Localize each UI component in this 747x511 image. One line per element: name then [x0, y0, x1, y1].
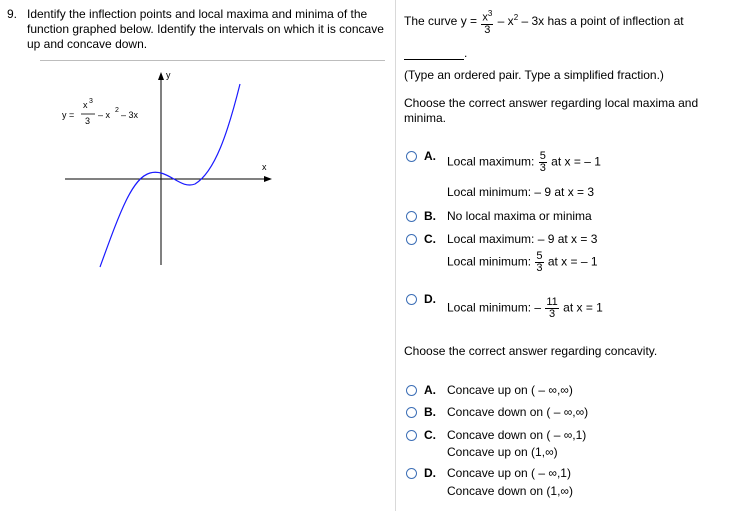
inflection-answer-input[interactable] — [404, 47, 464, 60]
concavity-option-b-radio[interactable] — [406, 407, 417, 418]
curve-statement-suffix: – 3x has a point of inflection at — [521, 14, 684, 28]
maxmin-option-c-radio[interactable] — [406, 234, 417, 245]
maxmin-option-b-radio[interactable] — [406, 211, 417, 222]
maxmin-option-a-line2: Local minimum: – 9 at x = 3 — [447, 185, 595, 199]
inflection-answer-period: . — [464, 46, 468, 60]
concavity-option-d-letter: D. — [424, 466, 436, 480]
concavity-option-a-letter: A. — [424, 383, 436, 397]
maxmin-option-a-line1-pre: Local maximum: — [447, 154, 535, 169]
curve-fraction-den: 3 — [484, 23, 491, 36]
maxmin-prompt: Choose the correct answer regarding local maxima and minima. — [404, 96, 699, 125]
concavity-option-b-letter: B. — [424, 405, 436, 419]
maxmin-option-c-line1: Local maximum: – 9 at x = 3 — [447, 232, 598, 246]
curve-statement-exp2: 2 — [513, 13, 519, 22]
concavity-option-a-line1: Concave up on ( – ∞,∞) — [447, 383, 573, 397]
concavity-prompt: Choose the correct answer regarding concavity. — [404, 344, 658, 358]
maxmin-option-d-letter: D. — [424, 292, 436, 306]
concavity-option-d-line1: Concave up on ( – ∞,1) — [447, 466, 571, 480]
x-axis-arrow — [264, 176, 272, 182]
maxmin-option-a-line1 — [447, 151, 601, 174]
maxmin-option-a-den: 3 — [539, 162, 546, 174]
maxmin-option-a-num: 5 — [539, 150, 546, 162]
maxmin-option-b-line1: No local maxima or minima — [447, 209, 592, 223]
maxmin-option-d-radio[interactable] — [406, 294, 417, 305]
function-label-den: 3 — [85, 116, 91, 126]
answer-hint: (Type an ordered pair. Type a simplified fraction.) — [404, 68, 664, 82]
maxmin-option-d-den: 3 — [549, 308, 556, 320]
maxmin-option-d-num: 11 — [546, 296, 558, 308]
answer-pane — [395, 0, 747, 511]
maxmin-option-d-line1-post: at x = 1 — [563, 300, 603, 315]
maxmin-option-c-den: 3 — [536, 262, 543, 274]
y-axis-arrow — [158, 72, 164, 80]
question-number: 9. — [7, 7, 18, 21]
maxmin-option-c-line2 — [447, 251, 598, 274]
concavity-option-c-radio[interactable] — [406, 430, 417, 441]
function-graph — [0, 62, 395, 282]
divider — [40, 60, 385, 61]
curve-fraction — [481, 8, 493, 36]
maxmin-option-a-line1-post: at x = – 1 — [551, 154, 601, 169]
question-text: Identify the inflection points and local maxima and minima of the function graphed below. Identify the intervals on which it is concave up and concave down. — [27, 7, 384, 51]
concavity-option-c-line1: Concave down on ( – ∞,1) — [447, 428, 587, 442]
concavity-option-c-line2: Concave up on (1,∞) — [447, 445, 558, 459]
y-axis-label: y — [166, 70, 171, 80]
maxmin-option-c-num: 5 — [536, 250, 543, 262]
x-axis-label: x — [262, 162, 267, 172]
maxmin-option-b-letter: B. — [424, 209, 436, 223]
concavity-option-c-letter: C. — [424, 428, 436, 442]
curve-fraction-exp3: 3 — [487, 9, 493, 18]
maxmin-option-c-letter: C. — [424, 232, 436, 246]
maxmin-option-c-line2-post: at x = – 1 — [547, 254, 598, 269]
inflection-answer-row — [404, 46, 467, 60]
maxmin-option-a-radio[interactable] — [406, 151, 417, 162]
concavity-option-b-line1: Concave down on ( – ∞,∞) — [447, 405, 589, 419]
curve-statement-mid: – x — [497, 14, 514, 28]
curve-fraction-x: x — [482, 11, 488, 24]
maxmin-option-d-line1-pre: Local minimum: – — [447, 300, 542, 315]
maxmin-option-a-letter: A. — [424, 149, 436, 163]
function-label-rest: – x — [98, 110, 111, 120]
maxmin-option-c-line2-pre: Local minimum: — [447, 254, 532, 269]
function-label-yeq: y = — [62, 110, 75, 120]
function-label-exp2: 2 — [115, 107, 119, 114]
function-label — [62, 98, 139, 126]
concavity-option-d-radio[interactable] — [406, 468, 417, 479]
function-label-tail: – 3x — [121, 110, 139, 120]
curve-statement-prefix: The curve y = — [404, 14, 478, 28]
maxmin-option-d-line1 — [447, 297, 603, 320]
curve-statement — [404, 8, 684, 36]
function-label-x: x — [83, 100, 88, 110]
concavity-option-d-line2: Concave down on (1,∞) — [447, 484, 573, 498]
function-label-exp3: 3 — [89, 98, 93, 105]
concavity-option-a-radio[interactable] — [406, 385, 417, 396]
